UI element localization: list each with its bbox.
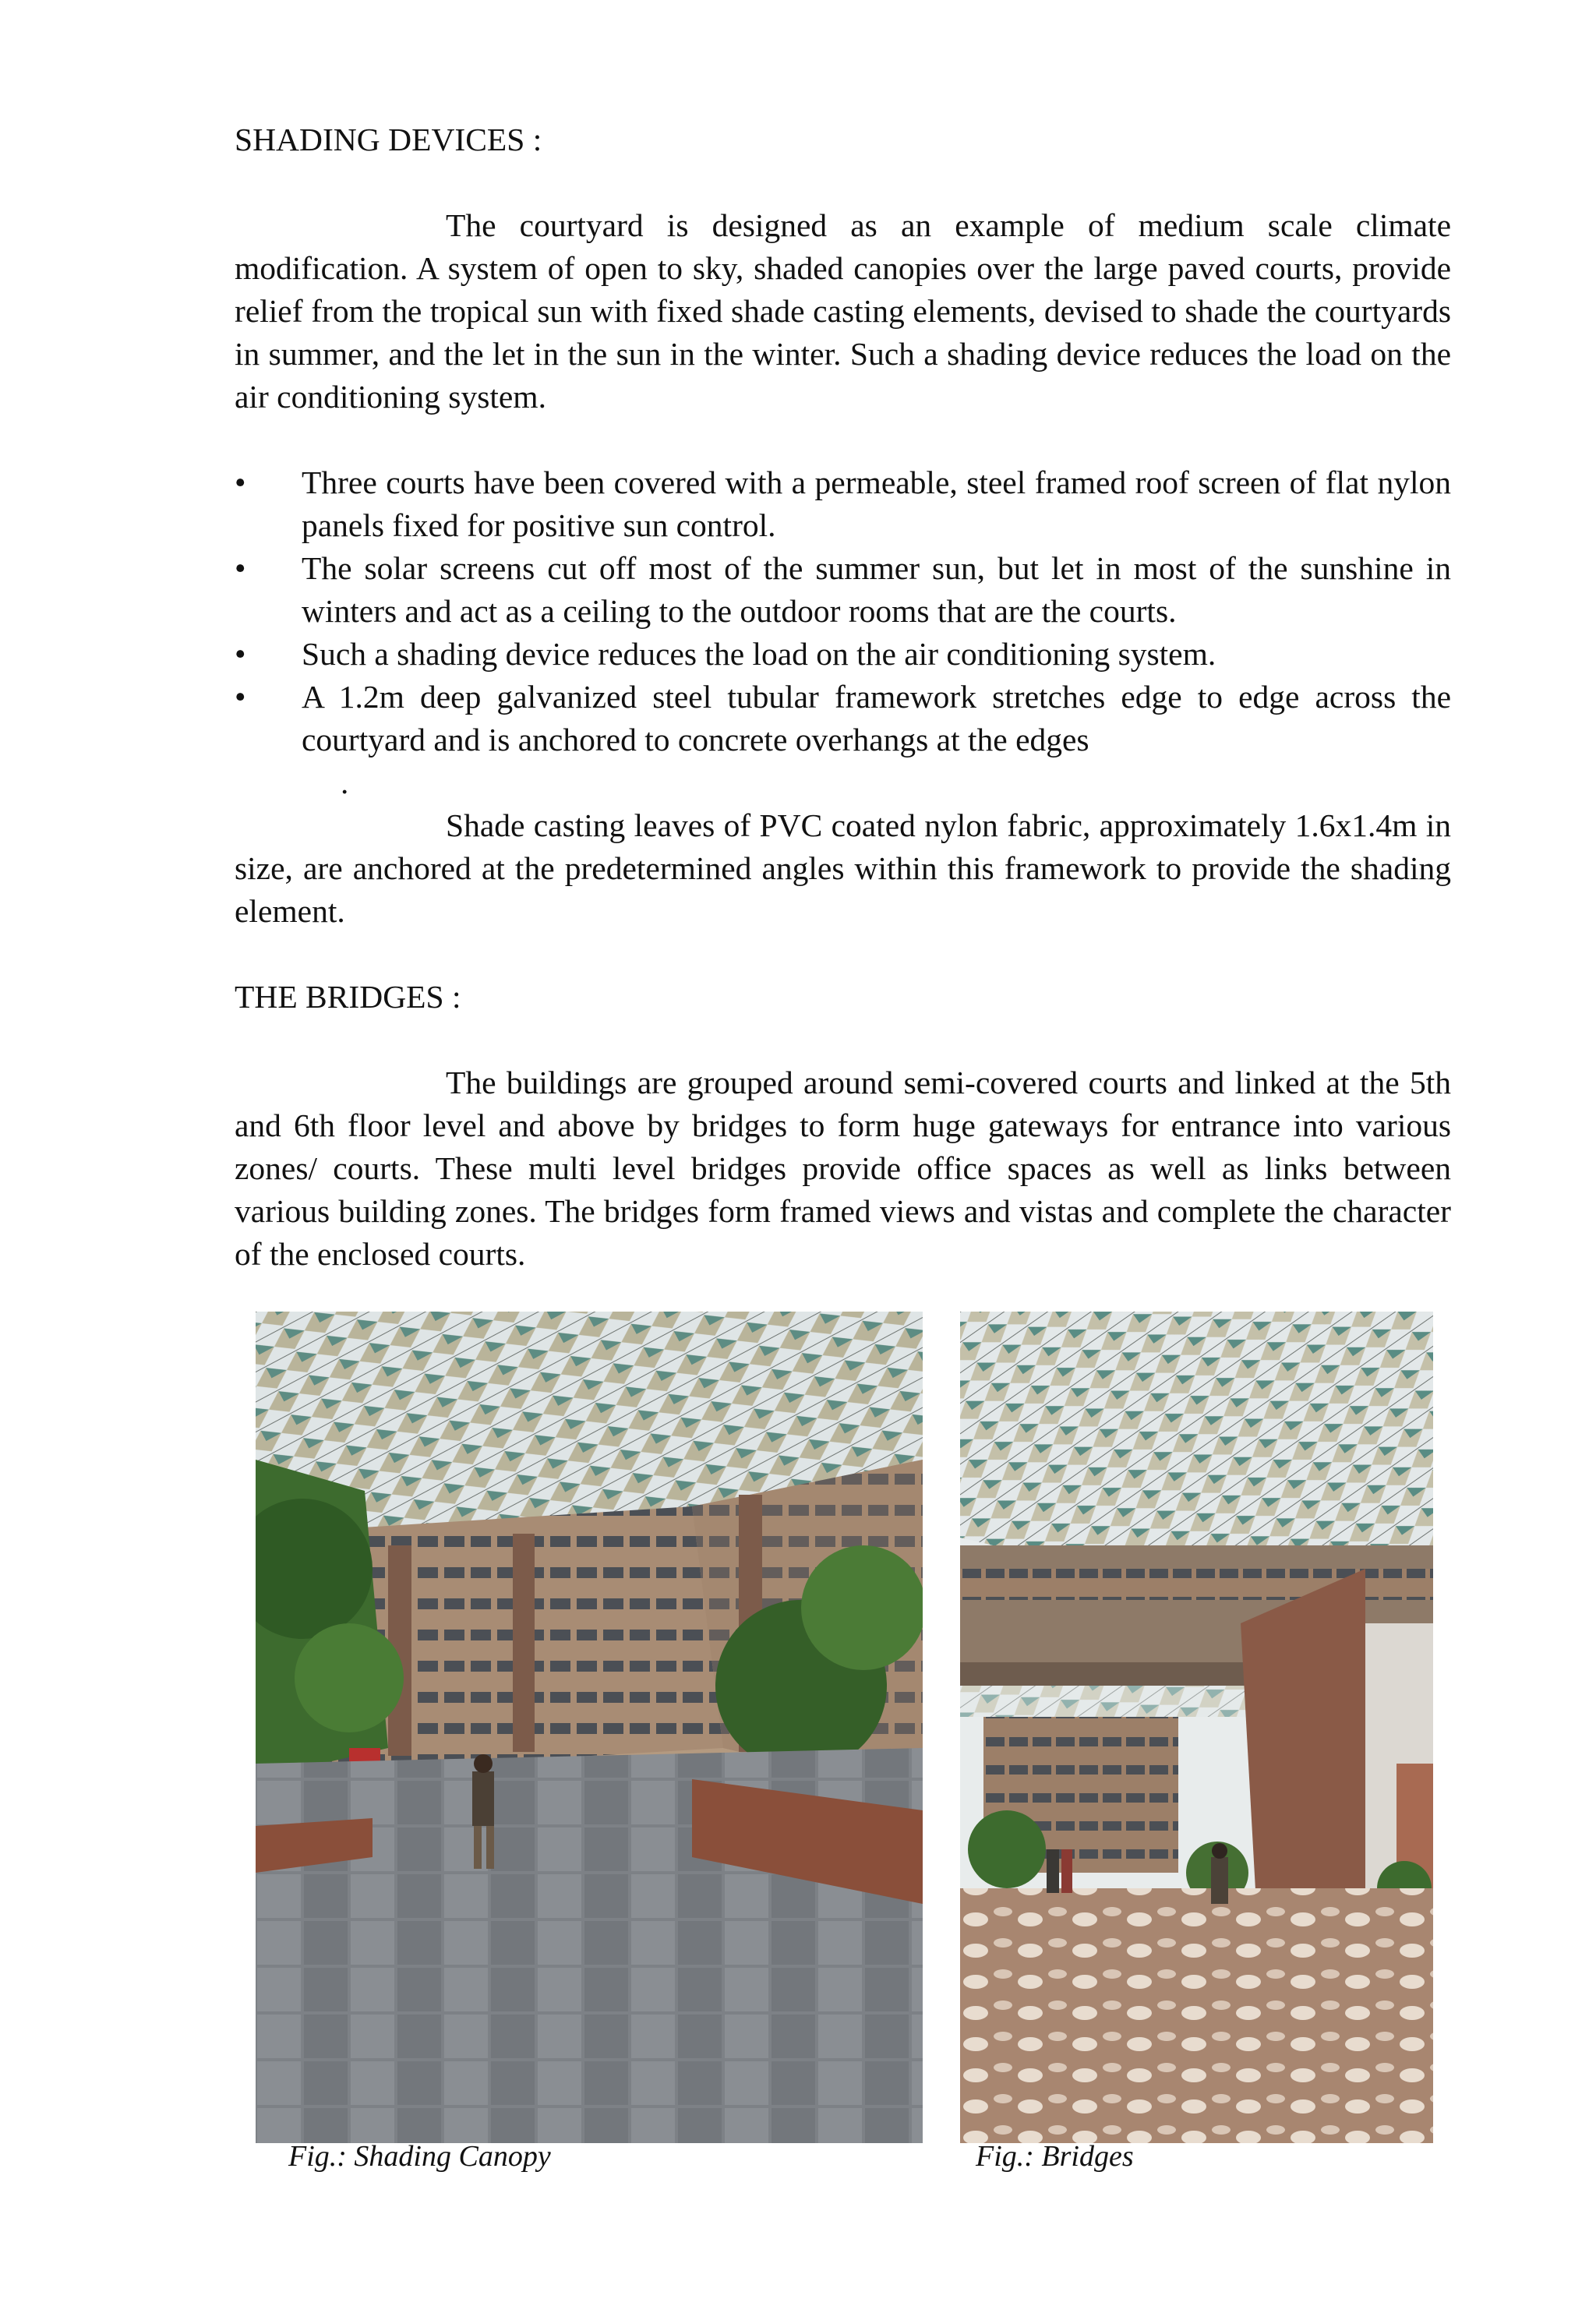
bridges-paragraph (235, 1061, 1451, 1276)
bullet-marker: • (235, 464, 246, 500)
bullet-marker: • (235, 679, 246, 715)
shading-intro-text: The courtyard is designed as an example of medium scale climate modification. A system of open to sky, shaded canopies over the large paved courts, provide relief from the tropical sun with fixed shade casting elements, devised to shade the courtyards in summer, and the let in the sun in the winter. Such a shading device reduces the load on the air conditioning system. (235, 207, 1451, 415)
shading-canopy-photo (256, 1312, 923, 2143)
figure-caption-bridges: Fig.: Bridges (976, 2140, 1134, 2173)
bridges-photo (960, 1312, 1433, 2143)
bullet-text: Such a shading device reduces the load on the air conditioning system. (302, 636, 1216, 672)
list-item (235, 676, 1451, 761)
section-heading-shading: SHADING DEVICES : (235, 122, 542, 157)
shading-bullet-list (235, 461, 1451, 761)
list-item (235, 461, 1451, 547)
bullet-marker: • (235, 550, 246, 586)
bullet-text: A 1.2m deep galvanized steel tubular framework stretches edge to edge across the courtyard and is anchored to concrete overhangs at the edges (302, 679, 1451, 757)
bullet-text: The solar screens cut off most of the summer sun, but let in most of the sunshine in winters and act as a ceiling to the outdoor rooms that are the courts. (302, 550, 1451, 629)
list-item (235, 547, 1451, 633)
bullet-text: Three courts have been covered with a permeable, steel framed roof screen of flat nylon panels fixed for positive sun control. (302, 464, 1451, 543)
shading-closing-paragraph (235, 804, 1451, 933)
list-item (235, 633, 1451, 676)
shading-closing-text: Shade casting leaves of PVC coated nylon fabric, approximately 1.6x1.4m in size, are anchored at the predetermined angles within this framework to provide the shading element. (235, 807, 1451, 929)
bullet-marker: • (235, 636, 246, 672)
stray-dot: . (341, 765, 349, 800)
bridges-text: The buildings are grouped around semi-covered courts and linked at the 5th and 6th floor level and above by bridges to form huge gateways for entrance into various zones/ courts. These multi level bridges provide office spaces as well as links between various building zones. The bridges form framed views and vistas and complete the character of the enclosed courts. (235, 1065, 1451, 1272)
shading-intro-paragraph (235, 204, 1451, 418)
section-heading-bridges: THE BRIDGES : (235, 979, 461, 1015)
figure-caption-shading-canopy: Fig.: Shading Canopy (288, 2140, 551, 2173)
